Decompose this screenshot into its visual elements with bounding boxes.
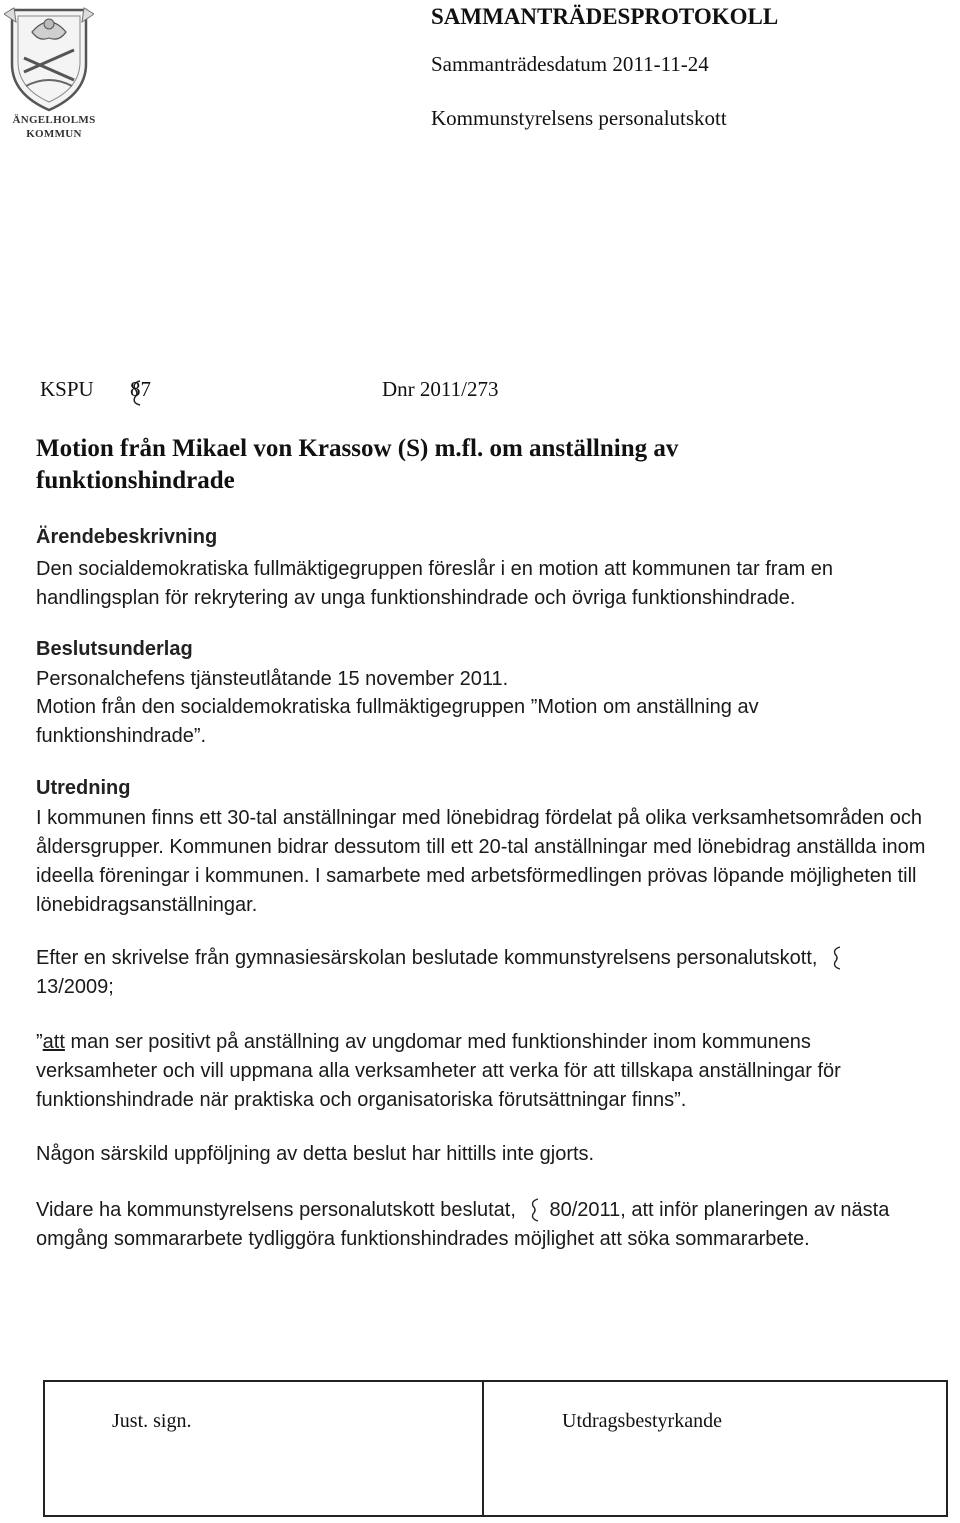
case-title: Motion från Mikael von Krassow (S) m.fl. om anställning av funktionshindrade <box>36 435 679 494</box>
case-code: KSPU <box>40 377 94 401</box>
just-sign-label: Just. sign. <box>112 1410 192 1432</box>
basis-line-1: Personalchefens tjänsteutlåtande 15 november 2011. <box>36 668 509 690</box>
coat-of-arms-icon <box>4 2 94 114</box>
basis-line-2: Motion från den socialdemokratiska fullmäktigegruppen ”Motion om anställning av funktionshindrade”. <box>36 696 759 747</box>
signature-box <box>43 1380 948 1517</box>
case-dnr: Dnr 2011/273 <box>382 377 499 401</box>
committee-name: Kommunstyrelsens personalutskott <box>431 106 727 130</box>
investigation-heading: Utredning <box>36 777 131 799</box>
logo-line-1: ÄNGELHOLMS <box>12 114 96 126</box>
investigation-paragraph-5 <box>36 1196 936 1254</box>
signature-divider <box>482 1382 484 1515</box>
basis-heading: Beslutsunderlag <box>36 638 193 660</box>
p5-text-after: 80/2011, att inför planeringen av nästa omgång sommararbete tydliggöra funktionshindrades möjlighet att söka sommararbete. <box>36 1199 890 1250</box>
description-heading: Ärendebeskrivning <box>36 526 218 548</box>
section-sign-icon <box>831 946 843 970</box>
p2-text: Efter en skrivelse från gymnasiesärskolan beslutade kommunstyrelsens personalutskott, <box>36 947 818 969</box>
investigation-paragraph-3 <box>36 1028 916 1115</box>
p2-reference: 13/2009; <box>36 976 114 998</box>
description-text: Den socialdemokratiska fullmäktigegruppen föreslår i en motion att kommunen tar fram en handlingsplan för rekrytering av unga funktionshindrade och övriga funktionshindrade. <box>36 558 834 609</box>
document-title: SAMMANTRÄDESPROTOKOLL <box>431 4 779 29</box>
p5-text-before: Vidare ha kommunstyrelsens personalutskott beslutat, <box>36 1199 516 1221</box>
municipality-logo <box>4 2 94 146</box>
investigation-paragraph-2 <box>36 944 916 1002</box>
certification-label: Utdragsbestyrkande <box>562 1410 722 1432</box>
investigation-paragraph-1: I kommunen finns ett 30-tal anställningar med lönebidrag fördelat på olika verksamhetsområden och åldersgrupper. Kommunen bidrar dessutom till ett 20-tal anställningar med lönebidrag anställda inom ideella föreningar i kommunen. I samarbete med arbetsförmedlingen prövas löpande möjligheten till lönebidragsanställningar. <box>36 807 926 916</box>
p3-att: att <box>42 1031 65 1053</box>
investigation-paragraph-4: Någon särskild uppföljning av detta beslut har hittills inte gjorts. <box>36 1143 595 1165</box>
logo-line-2: KOMMUN <box>26 128 82 140</box>
p3-quote-open: ” <box>36 1031 43 1053</box>
meeting-date: Sammanträdesdatum 2011-11-24 <box>431 52 709 76</box>
paragraph-number: 87 <box>130 377 151 401</box>
p3-text: man ser positivt på anställning av ungdomar med funktionshinder inom kommunens verksamheter och vill uppmana alla verksamheter att verka för att tillskapa anställningar för funktionshindrade när praktiska och organisatoriska förutsättningar finns”. <box>36 1031 841 1111</box>
section-sign-icon <box>529 1198 541 1222</box>
